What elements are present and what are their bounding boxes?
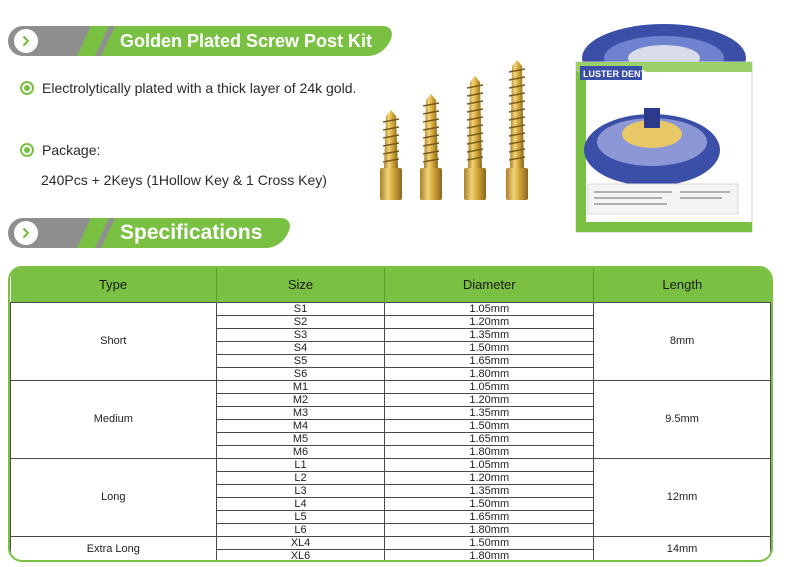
- diameter-cell: 1.50mm: [385, 341, 594, 354]
- diameter-cell: 1.80mm: [385, 367, 594, 380]
- screw-medium: [420, 94, 442, 200]
- screw-extra-long: [506, 60, 528, 200]
- feature-item: [20, 80, 356, 96]
- diameter-cell: 1.05mm: [385, 380, 594, 393]
- length-cell: 14mm: [594, 536, 771, 562]
- length-cell: 9.5mm: [594, 380, 771, 458]
- column-header: Type: [11, 268, 217, 302]
- diameter-cell: 1.35mm: [385, 484, 594, 497]
- feature-text: Package:: [42, 142, 101, 158]
- diameter-cell: 1.80mm: [385, 549, 594, 562]
- specifications-title: Specifications: [120, 221, 263, 244]
- specifications-table: [8, 266, 773, 562]
- length-cell: 8mm: [594, 302, 771, 380]
- type-cell: Short: [11, 302, 217, 380]
- diameter-cell: 1.20mm: [385, 471, 594, 484]
- screw-long: [464, 76, 486, 200]
- size-cell: S2: [216, 315, 385, 328]
- size-cell: XL6: [216, 549, 385, 562]
- page-title: Golden Plated Screw Post Kit: [120, 31, 373, 51]
- diameter-cell: 1.80mm: [385, 445, 594, 458]
- diameter-cell: 1.50mm: [385, 419, 594, 432]
- bullet-dot-icon: [20, 81, 34, 95]
- size-cell: S1: [216, 302, 385, 315]
- diameter-cell: 1.50mm: [385, 536, 594, 549]
- table-row: [11, 536, 771, 549]
- table-header-row: [11, 268, 771, 302]
- size-cell: M3: [216, 406, 385, 419]
- column-header: Length: [594, 268, 771, 302]
- feature-item: [20, 142, 100, 158]
- size-cell: L1: [216, 458, 385, 471]
- screw-short: [380, 110, 402, 200]
- table-row: [11, 458, 771, 471]
- type-cell: Long: [11, 458, 217, 536]
- column-header: Diameter: [385, 268, 594, 302]
- diameter-cell: 1.65mm: [385, 510, 594, 523]
- column-header: Size: [216, 268, 385, 302]
- size-cell: L6: [216, 523, 385, 536]
- diameter-cell: 1.20mm: [385, 315, 594, 328]
- package-brand: LUSTER DENT: [583, 69, 646, 79]
- table-row: [11, 380, 771, 393]
- diameter-cell: 1.50mm: [385, 497, 594, 510]
- feature-text: Electrolytically plated with a thick layer of 24k gold.: [42, 80, 357, 96]
- size-cell: XL4: [216, 536, 385, 549]
- diameter-cell: 1.65mm: [385, 432, 594, 445]
- type-cell: Extra Long: [11, 536, 217, 562]
- size-cell: L5: [216, 510, 385, 523]
- diameter-cell: 1.35mm: [385, 328, 594, 341]
- size-cell: L4: [216, 497, 385, 510]
- size-cell: M4: [216, 419, 385, 432]
- size-cell: S5: [216, 354, 385, 367]
- type-cell: Medium: [11, 380, 217, 458]
- size-cell: L2: [216, 471, 385, 484]
- diameter-cell: 1.65mm: [385, 354, 594, 367]
- screw-posts-image: [372, 58, 547, 204]
- bullet-dot-icon: [20, 143, 34, 157]
- size-cell: L3: [216, 484, 385, 497]
- size-cell: M5: [216, 432, 385, 445]
- package-detail: 240Pcs + 2Keys (1Hollow Key & 1 Cross Key): [41, 172, 327, 188]
- table-row: [11, 302, 771, 315]
- diameter-cell: 1.05mm: [385, 458, 594, 471]
- chevron-right-icon: [14, 221, 38, 245]
- size-cell: S4: [216, 341, 385, 354]
- length-cell: 12mm: [594, 458, 771, 536]
- diameter-cell: 1.80mm: [385, 523, 594, 536]
- size-cell: S6: [216, 367, 385, 380]
- diameter-cell: 1.20mm: [385, 393, 594, 406]
- size-cell: S3: [216, 328, 385, 341]
- size-cell: M2: [216, 393, 385, 406]
- size-cell: M1: [216, 380, 385, 393]
- size-cell: M6: [216, 445, 385, 458]
- chevron-right-icon: [14, 29, 38, 53]
- diameter-cell: 1.05mm: [385, 302, 594, 315]
- package-image: [552, 22, 757, 237]
- diameter-cell: 1.35mm: [385, 406, 594, 419]
